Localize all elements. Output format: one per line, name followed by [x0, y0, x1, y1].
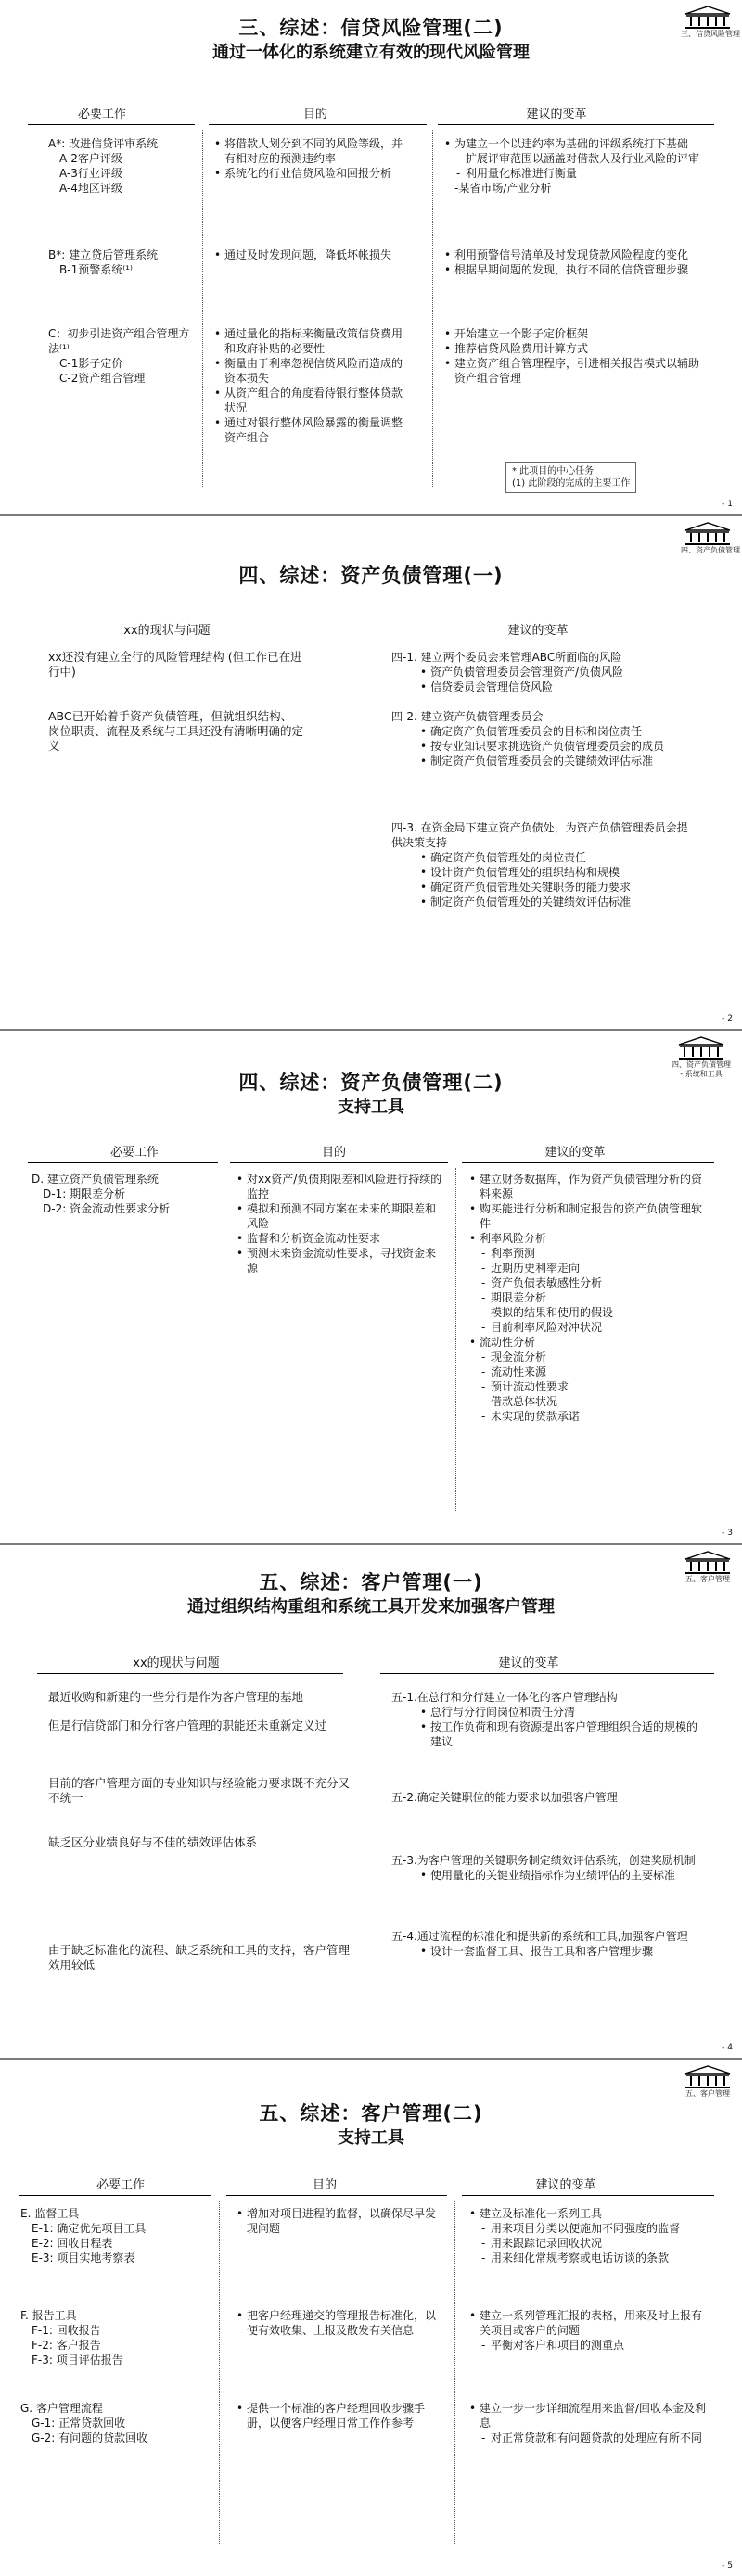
- divider: [28, 124, 195, 125]
- list-item: • 流动性分析: [468, 1335, 711, 1350]
- col-header-status: xx的现状与问题: [133, 1656, 220, 1670]
- col-header-work: 必要工作: [96, 2178, 145, 2192]
- list-item: C-1影子定价: [59, 357, 123, 370]
- status-item: 缺乏区分业绩良好与不佳的绩效评估体系: [48, 1835, 258, 1849]
- change-heading: 四-3. 在资金局下建立资产负债处，为资产负债管理委员会提供决策支持: [391, 821, 688, 849]
- list-item: • 通过及时发现问题，降低坏帐损失: [213, 247, 403, 262]
- change-a: [443, 136, 703, 196]
- col-header-purpose: 目的: [302, 108, 327, 121]
- change-2: [391, 1790, 707, 1805]
- slide-title: 三、综述：信贷风险管理(二): [238, 17, 504, 39]
- slide-alm-1: [0, 516, 742, 1029]
- footnote: * 此项目的中心任务: [512, 466, 595, 476]
- list-item: G. 客户管理流程: [20, 2402, 103, 2415]
- list-item: - 未实现的贷款承诺: [480, 1409, 711, 1424]
- list-item: A*: 改进信贷评审系统: [48, 137, 159, 150]
- divider: [209, 124, 427, 125]
- change-heading: 四-1. 建立两个委员会来管理ABC所面临的风险: [391, 651, 622, 664]
- list-item: F-3: 项目评估报告: [32, 2354, 123, 2367]
- list-item: G-1: 正常贷款回收: [32, 2417, 126, 2430]
- list-item: - 平衡对客户和项目的测重点: [480, 2338, 711, 2353]
- col-header-change: 建议的变革: [544, 1146, 606, 1160]
- col-header-purpose: 目的: [312, 2178, 337, 2192]
- list-item: F-2: 客户报告: [32, 2339, 101, 2352]
- list-item: • 监督和分析资金流动性要求: [236, 1231, 444, 1246]
- list-item: • 根据早期问题的发现，执行不同的信贷管理步骤: [443, 262, 703, 277]
- column-separator: [202, 130, 203, 487]
- status-item: 但是行信贷部门和分行客户管理的职能还未重新定义过: [48, 1719, 327, 1732]
- list-item: D. 建立资产负债管理系统: [32, 1173, 159, 1186]
- list-item: • 利率风险分析: [468, 1231, 711, 1246]
- change-heading: 五-3.为客户管理的关键职务制定绩效评估系统，创建奖励机制: [391, 1854, 696, 1867]
- change-2: [391, 709, 697, 768]
- purpose-a: [213, 136, 403, 181]
- purpose-c: [213, 326, 403, 445]
- list-item: E-2: 回收日程表: [32, 2237, 113, 2250]
- list-item: • 信贷委员会管理信贷风险: [419, 679, 697, 694]
- list-item: • 制定资产负债管理委员会的关键绩效评估标准: [419, 754, 697, 768]
- change-3: [391, 820, 697, 909]
- list-item: • 将借款人划分到不同的风险等级，并有相对应的预测违约率: [213, 136, 403, 166]
- list-item: • 开始建立一个影子定价框架: [443, 326, 703, 341]
- divider: [28, 1162, 218, 1163]
- footnote-box: [505, 462, 636, 493]
- slide-subtitle: 通过一体化的系统建立有效的现代风险管理: [212, 43, 530, 62]
- list-item: • 设计一套监督工具、报告工具和客户管理步骤: [419, 1944, 707, 1959]
- list-item: • 为建立一个以违约率为基础的评级系统打下基础: [443, 136, 703, 151]
- list-item: • 利用预警信号清单及时发现贷款风险程度的变化: [443, 247, 703, 262]
- divider: [438, 124, 714, 125]
- work-c: [48, 326, 197, 386]
- change-4: [391, 1929, 707, 1959]
- col-header-work: 必要工作: [77, 108, 126, 121]
- list-item: D-1: 期限差分析: [43, 1187, 126, 1200]
- page-number: - 3: [722, 1529, 733, 1538]
- divider: [230, 1162, 448, 1163]
- change-g: [468, 2401, 711, 2445]
- list-item: • 按工作负荷和现有资源提出客户管理组织合适的规模的建议: [419, 1719, 707, 1749]
- list-item: • 预测未来资金流动性要求，寻找资金来源: [236, 1246, 444, 1275]
- col-header-change: 建议的变革: [535, 2178, 596, 2192]
- col-header-change: 建议的变革: [498, 1656, 559, 1670]
- status-item: xx还没有建立全行的风险管理结构 (但工作已在进行中): [48, 650, 302, 679]
- list-item: C-2资产组合管理: [59, 372, 146, 385]
- page-number: - 2: [722, 1014, 733, 1023]
- status-item: ABC已开始着手资产负债管理，但就组织结构、岗位职责、流程及系统与工具还没有清晰明确的定义: [48, 709, 304, 753]
- slide-title: 四、综述：资产负债管理(一): [238, 565, 504, 587]
- change-1: [391, 1690, 707, 1749]
- list-item: - 期限差分析: [480, 1290, 711, 1305]
- list-item: F. 报告工具: [20, 2309, 77, 2322]
- page-number: - 4: [722, 2043, 733, 2052]
- list-item: - 用来细化常规考察或电话访谈的条款: [480, 2251, 711, 2265]
- divider: [380, 1673, 714, 1674]
- change-d: [468, 1172, 711, 1424]
- column-separator: [432, 130, 433, 487]
- list-item: • 把客户经理递交的管理报告标准化，以便有效收集、上报及散发有关信息: [236, 2308, 444, 2338]
- list-item: F-1: 回收报告: [32, 2324, 101, 2337]
- list-item: - 流动性来源: [480, 1364, 711, 1379]
- list-item: • 建立及标准化一系列工具: [468, 2206, 711, 2221]
- list-item: - 用来跟踪记录回收状况: [480, 2236, 711, 2251]
- slide-title: 五、综述：客户管理(一): [259, 1571, 483, 1593]
- change-3: [391, 1853, 707, 1883]
- list-item: • 设计资产负债管理处的组织结构和规模: [419, 865, 697, 880]
- list-item: A-4地区评级: [59, 182, 122, 195]
- logo-caption: 四、资产负债管理: [672, 1060, 731, 1069]
- list-item: • 建立一系列管理汇报的表格，用来及时上报有关项目或客户的问题: [468, 2308, 711, 2338]
- list-item: • 确定资产负债管理委员会的目标和岗位责任: [419, 724, 697, 739]
- logo-caption: - 系统和工具: [680, 1070, 723, 1078]
- list-item: - 模拟的结果和使用的假设: [480, 1305, 711, 1320]
- change-e: [468, 2206, 711, 2265]
- list-item: • 确定资产负债管理处关键职务的能力要求: [419, 880, 697, 895]
- work-e: [20, 2206, 215, 2265]
- list-item: • 推荐信贷风险费用计算方式: [443, 341, 703, 356]
- slide-subtitle: 支持工具: [338, 2128, 404, 2148]
- purpose-b: [213, 247, 403, 262]
- list-item: • 系统化的行业信贷风险和回报分析: [213, 166, 403, 181]
- page-number: - 5: [722, 2561, 733, 2570]
- col-header-change: 建议的变革: [507, 624, 569, 638]
- column-separator: [455, 1168, 456, 1511]
- slide-subtitle: 支持工具: [338, 1098, 404, 1117]
- list-item: G-2: 有问题的贷款回收: [32, 2431, 148, 2444]
- change-heading: 五-4.通过流程的标准化和提供新的系统和工具,加强客户管理: [391, 1930, 688, 1943]
- purpose-d: [236, 1172, 444, 1275]
- slide-subtitle: 通过组织结构重组和系统工具开发来加强客户管理: [187, 1597, 555, 1617]
- bank-building-icon: [684, 522, 732, 546]
- list-item: - 用来项目分类以便施加不同强度的监督: [480, 2221, 711, 2236]
- list-item: E-3: 项目实地考察表: [32, 2252, 135, 2265]
- work-d: [32, 1172, 222, 1216]
- list-item: • 模拟和预测不同方案在未来的期限差和风险: [236, 1201, 444, 1231]
- bank-building-icon: [677, 1036, 725, 1060]
- list-item: -某省市场/产业分析: [454, 182, 552, 195]
- divider: [19, 2195, 211, 2196]
- work-a: [48, 136, 197, 196]
- divider: [462, 2195, 714, 2196]
- list-item: C：初步引进资产组合管理方法⁽¹⁾: [48, 327, 190, 355]
- status-item: 最近收购和新建的一些分行是作为客户管理的基地: [48, 1690, 304, 1704]
- col-header-purpose: 目的: [321, 1146, 346, 1160]
- list-item: - 利用量化标准进行衡量: [454, 166, 703, 181]
- bank-logo: [681, 522, 740, 555]
- list-item: - 现金流分析: [480, 1350, 711, 1364]
- change-1: [391, 650, 697, 694]
- list-item: E. 监督工具: [20, 2207, 80, 2220]
- change-c: [443, 326, 703, 386]
- logo-caption: 五、客户管理: [685, 2089, 730, 2098]
- change-heading: 五-2.确定关键职位的能力要求以加强客户管理: [391, 1791, 618, 1804]
- list-item: • 通过对银行整体风险暴露的衡量调整资产组合: [213, 415, 403, 445]
- logo-caption: 五、客户管理: [685, 1575, 730, 1583]
- slide-credit-risk-2: [0, 0, 742, 514]
- change-b: [443, 247, 703, 277]
- column-separator: [219, 2201, 220, 2544]
- slide-alm-2: [0, 1031, 742, 1543]
- list-item: • 使用量化的关键业绩指标作为业绩评估的主要标准: [419, 1868, 707, 1883]
- list-item: - 利率预测: [480, 1246, 711, 1261]
- list-item: • 提供一个标准的客户经理回收步骤手册，以便客户经理日常工作作参考: [236, 2401, 444, 2430]
- list-item: - 目前利率风险对冲状况: [480, 1320, 711, 1335]
- purpose-e: [236, 2206, 444, 2236]
- list-item: D-2: 资金流动性要求分析: [43, 1202, 171, 1215]
- list-item: • 增加对项目进程的监督，以确保尽早发现问题: [236, 2206, 444, 2236]
- divider: [226, 2195, 447, 2196]
- logo-caption: 三、信贷风险管理: [681, 30, 740, 38]
- slide-title: 五、综述：客户管理(二): [259, 2102, 483, 2125]
- column-separator: [454, 2201, 455, 2544]
- list-item: E-1: 确定优先项目工具: [32, 2222, 147, 2235]
- list-item: - 对正常贷款和有问题贷款的处理应有所不同: [480, 2430, 711, 2445]
- list-item: • 按专业知识要求挑选资产负债管理委员会的成员: [419, 739, 697, 754]
- slide-title: 四、综述：资产负债管理(二): [238, 1072, 504, 1094]
- list-item: • 建立一步一步详细流程用来监督/回收本金及利息: [468, 2401, 711, 2430]
- list-item: B*: 建立贷后管理系统: [48, 248, 159, 261]
- list-item: • 确定资产负债管理处的岗位责任: [419, 850, 697, 865]
- list-item: - 预计流动性要求: [480, 1379, 711, 1394]
- status-item: 由于缺乏标准化的流程、缺乏系统和工具的支持，客户管理效用较低: [48, 1943, 351, 1972]
- list-item: • 制定资产负债管理处的关键绩效评估标准: [419, 895, 697, 909]
- page-number: - 1: [722, 500, 733, 509]
- change-heading: 四-2. 建立资产负债管理委员会: [391, 710, 544, 723]
- list-item: • 总行与分行间岗位和责任分清: [419, 1705, 707, 1719]
- col-header-status: xx的现状与问题: [123, 624, 211, 638]
- bank-logo: [681, 2065, 735, 2099]
- list-item: • 通过量化的指标来衡量政策信贷费用和政府补贴的必要性: [213, 326, 403, 356]
- list-item: A-3行业评级: [59, 167, 122, 180]
- list-item: - 资产负债表敏感性分析: [480, 1275, 711, 1290]
- divider: [37, 1673, 343, 1674]
- list-item: - 扩展评审范围以涵盖对借款人及行业风险的评审: [454, 151, 703, 166]
- change-f: [468, 2308, 711, 2353]
- list-item: B-1预警系统⁽¹⁾: [59, 263, 133, 276]
- list-item: • 对xx资产/负债期限差和风险进行持续的监控: [236, 1172, 444, 1201]
- col-header-change: 建议的变革: [526, 108, 587, 121]
- status-item: 目前的客户管理方面的专业知识与经验能力要求既不充分又不统一: [48, 1776, 351, 1805]
- work-g: [20, 2401, 215, 2445]
- list-item: - 近期历史利率走向: [480, 1261, 711, 1275]
- slide-customer-2: [0, 2060, 742, 2576]
- footnote: (1) 此阶段的完成的主要工作: [512, 478, 631, 489]
- logo-caption: 四、资产负债管理: [681, 546, 740, 554]
- divider: [462, 1162, 714, 1163]
- list-item: • 购买能进行分析和制定报告的资产负债管理软件: [468, 1201, 711, 1231]
- work-b: [48, 247, 197, 277]
- work-f: [20, 2308, 215, 2367]
- list-item: • 从资产组合的角度看待银行整体贷款状况: [213, 386, 403, 415]
- list-item: • 建立资产组合管理程序，引进相关报告模式以辅助资产组合管理: [443, 356, 703, 386]
- purpose-f: [236, 2308, 444, 2338]
- col-header-work: 必要工作: [109, 1146, 159, 1160]
- purpose-g: [236, 2401, 444, 2430]
- list-item: A-2客户评级: [59, 152, 122, 165]
- list-item: - 借款总体状况: [480, 1394, 711, 1409]
- list-item: • 资产负债管理委员会管理资产/负债风险: [419, 665, 697, 679]
- list-item: • 建立财务数据库，作为资产负债管理分析的资料来源: [468, 1172, 711, 1201]
- list-item: • 衡量由于利率忽视信贷风险而造成的资本损失: [213, 356, 403, 386]
- slide-customer-1: [0, 1545, 742, 2058]
- bank-building-icon: [684, 2065, 732, 2089]
- change-heading: 五-1.在总行和分行建立一体化的客户管理结构: [391, 1691, 618, 1704]
